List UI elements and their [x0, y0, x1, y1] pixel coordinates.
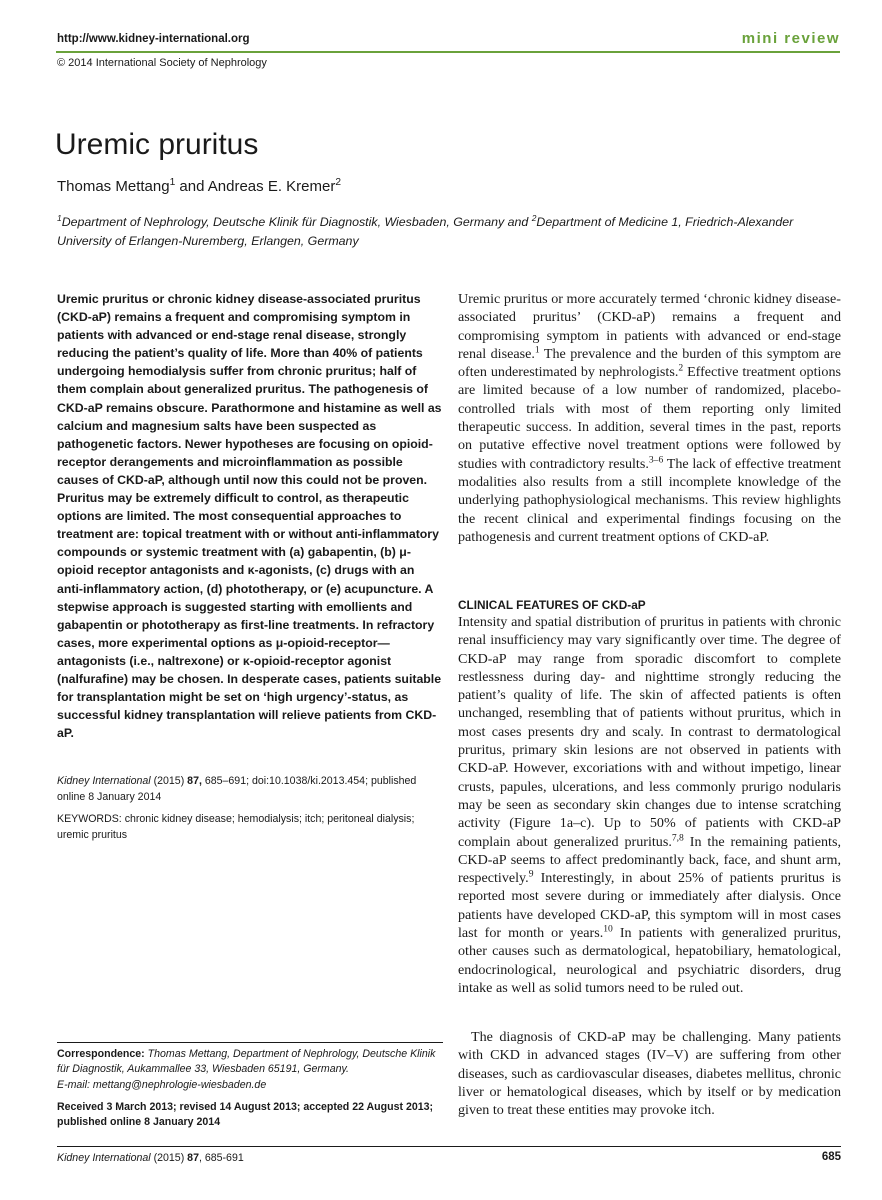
affiliation-marker: 1 — [169, 177, 176, 188]
citation-year: (2015) — [150, 775, 188, 787]
footer-year: (2015) — [150, 1152, 188, 1164]
body-text: In the remaining patients, CKD-aP seems to affect predominantly back, face, and shunt arm, respectively. — [458, 833, 841, 887]
reference-marker[interactable]: 3–6 — [648, 453, 664, 465]
correspondence-rule — [57, 1042, 443, 1043]
section-heading: CLINICAL FEATURES OF CKD-aP — [458, 598, 646, 612]
affiliation-marker: 2 — [335, 177, 342, 188]
author-list — [57, 178, 341, 195]
footer-volume: 87 — [187, 1152, 199, 1164]
keywords: KEYWORDS: chronic kidney disease; hemodialysis; itch; peritoneal dialysis; uremic pruritus — [57, 813, 415, 841]
author-conjunction: and — [175, 178, 208, 195]
journal-url-link[interactable]: http://www.kidney-international.org — [57, 33, 250, 45]
header-accent-rule — [56, 51, 840, 53]
body-text: The prevalence and the burden of this symptom are often underestimated by nephrologists. — [458, 345, 841, 381]
reference-marker[interactable]: 1 — [534, 344, 540, 356]
body-text: In patients with generalized pruritus, other causes such as dermatological, hepatobiliary, hematological, endocrinological, neurological and psychiatric disorders, drug intake as well as solid tumors need to be ruled out. — [458, 925, 842, 996]
reference-marker[interactable]: 7,8 — [671, 831, 684, 843]
affiliation-marker: 1 — [57, 212, 62, 223]
correspondence-email[interactable]: E-mail: mettang@nephrologie-wiesbaden.de — [57, 1078, 267, 1091]
body-text: The lack of effective treatment modalities also results from a still incomplete knowledge of the underlying pathophysiological mechanisms. This review highlights the recent clinical and experimental findings focusing on the pathogenesis and current treatment options of CKD-aP. — [458, 455, 841, 545]
article-type-label: mini review — [741, 30, 840, 47]
abstract: Uremic pruritus or chronic kidney disease-associated pruritus (CKD-aP) remains a frequent and compromising symptom in patients with advanced or end-stage renal disease, strongly reducing the patient’s quality of life. More than 40% of patients undergoing hemodialysis suffer from chronic pruritus; half of them complain about generalized pruritus. The pathogenesis of CKD-aP remains obscure. Parathormone and histamine as well as calcium and magnesium salts have been suspected as pathogenetic factors. Newer hypotheses are focusing on opioid-receptor derangements and microinflammation as possible causes of CKD-aP, although until now this could not be proven. Pruritus may be extremely difficult to control, as therapeutic options are limited. The most consequential approaches to treatment are: topical treatment with or without anti-inflammatory compounds or systemic treatment with (a) gabapentin, (b) μ-opioid receptor antagonists and κ-agonists, (c) drugs with an anti-inflammatory action, (d) phototherapy, or (e) acupuncture. A stepwise approach is suggested starting with emollients and gabapentin or phototherapy as first-line treatments. In refractory cases, more experimental options as μ-opioid-receptor—antagonists (i.e., naltrexone) or κ-opioid-receptor agonist (nalfurafine) may be chosen. In desperate cases, patients suitable for transplantation might be set on ‘high urgency’-status, as successful kidney transplantation will relieve patients from CKD-aP. — [57, 292, 442, 741]
correspondence-address: Thomas Mettang, Department of Nephrology, Deutsche Klinik für Diagnostik, Aukammallee 33, Wiesbaden 65191, Germany. — [57, 1048, 436, 1076]
clinical-features-paragraph — [458, 613, 841, 997]
author-name: Andreas E. Kremer — [207, 178, 336, 195]
article-title: Uremic pruritus — [55, 128, 259, 161]
copyright-notice: © 2014 International Society of Nephrology — [57, 57, 267, 69]
introduction-paragraph — [458, 290, 841, 546]
footer-journal: Kidney International — [57, 1152, 151, 1164]
body-text: Effective treatment options are limited because of a low number of randomized, placebo-controlled trials with most of them reporting only limited therapeutic success. In addition, several times in the past, reports on putative effective novel treatment options were followed by studies with contradictory results. — [458, 364, 841, 472]
footer-rule — [57, 1146, 841, 1147]
footer-citation — [57, 1152, 244, 1164]
reference-marker[interactable]: 10 — [603, 923, 613, 935]
reference-marker[interactable]: 9 — [528, 868, 534, 880]
body-text: Intensity and spatial distribution of pruritus in patients with chronic renal insufficiency may vary significantly over time. The degree of CKD-aP may range from sporadic discomfort to complete restlessness during day- and nighttime strongly reducing the patient’s quality of life. The skin of affected patients is often unchanged, resembling that of patients without pruritus, which in most cases presents dry and scaly. In contrast to dermatological pruritus, primary skin lesions are not observed in patients with CKD-aP. However, excoriations with and without impetigo, linear crusts, papules, ulcerations, and less commonly prurigo nodularis may be seen as secondary skin changes due to intense scratching activity (Figure 1a–c). Up to 50% of patients with CKD-aP complain about generalized pruritus. — [458, 614, 841, 850]
reference-marker[interactable]: 2 — [678, 362, 684, 374]
citation-volume: 87, — [187, 775, 202, 787]
body-text: Interestingly, in about 25% of patients pruritus is reported most severe during or immediately after dialysis. Once patients have developed CKD-aP, this symptom will in most cases last for month or years. — [458, 870, 841, 942]
citation-details: 685–691; doi:10.1038/ki.2013.454; published online 8 January 2014 — [57, 775, 417, 803]
author-name: Thomas Mettang — [57, 178, 170, 195]
body-text: Uremic pruritus or more accurately termed ‘chronic kidney disease-associated pruritus’ (CKD-aP) remains a frequent and compromising symptom in patients with advanced or end-stage renal disease. — [458, 291, 841, 362]
diagnosis-paragraph — [458, 1028, 841, 1119]
body-text: The diagnosis of CKD-aP may be challenging. Many patients with CKD in advanced stages (IV–V) are suffering from other diseases, such as cardiovascular diseases, diabetes mellitus, chronic liver or hematological diseases, which by itself or by medication given to treat these entities may provoke itch. — [458, 1029, 841, 1119]
footer-pages: , 685-691 — [198, 1152, 244, 1164]
affiliations — [57, 213, 847, 251]
page-number: 685 — [821, 1151, 841, 1163]
correspondence — [57, 1047, 443, 1093]
affiliation-text: Department of Nephrology, Deutsche Klinik für Diagnostik, Wiesbaden, Germany and — [61, 215, 532, 229]
affiliation-text: Department of Medicine 1, Friedrich-Alexander University of Erlangen-Nuremberg, Erlangen, Germany — [57, 215, 794, 248]
affiliation-marker: 2 — [531, 212, 537, 223]
received-dates: Received 3 March 2013; revised 14 August 2013; accepted 22 August 2013; published online 8 January 2014 — [57, 1101, 434, 1129]
correspondence-label: Correspondence: — [57, 1048, 145, 1060]
citation-journal: Kidney International — [57, 775, 151, 787]
citation — [57, 774, 443, 806]
